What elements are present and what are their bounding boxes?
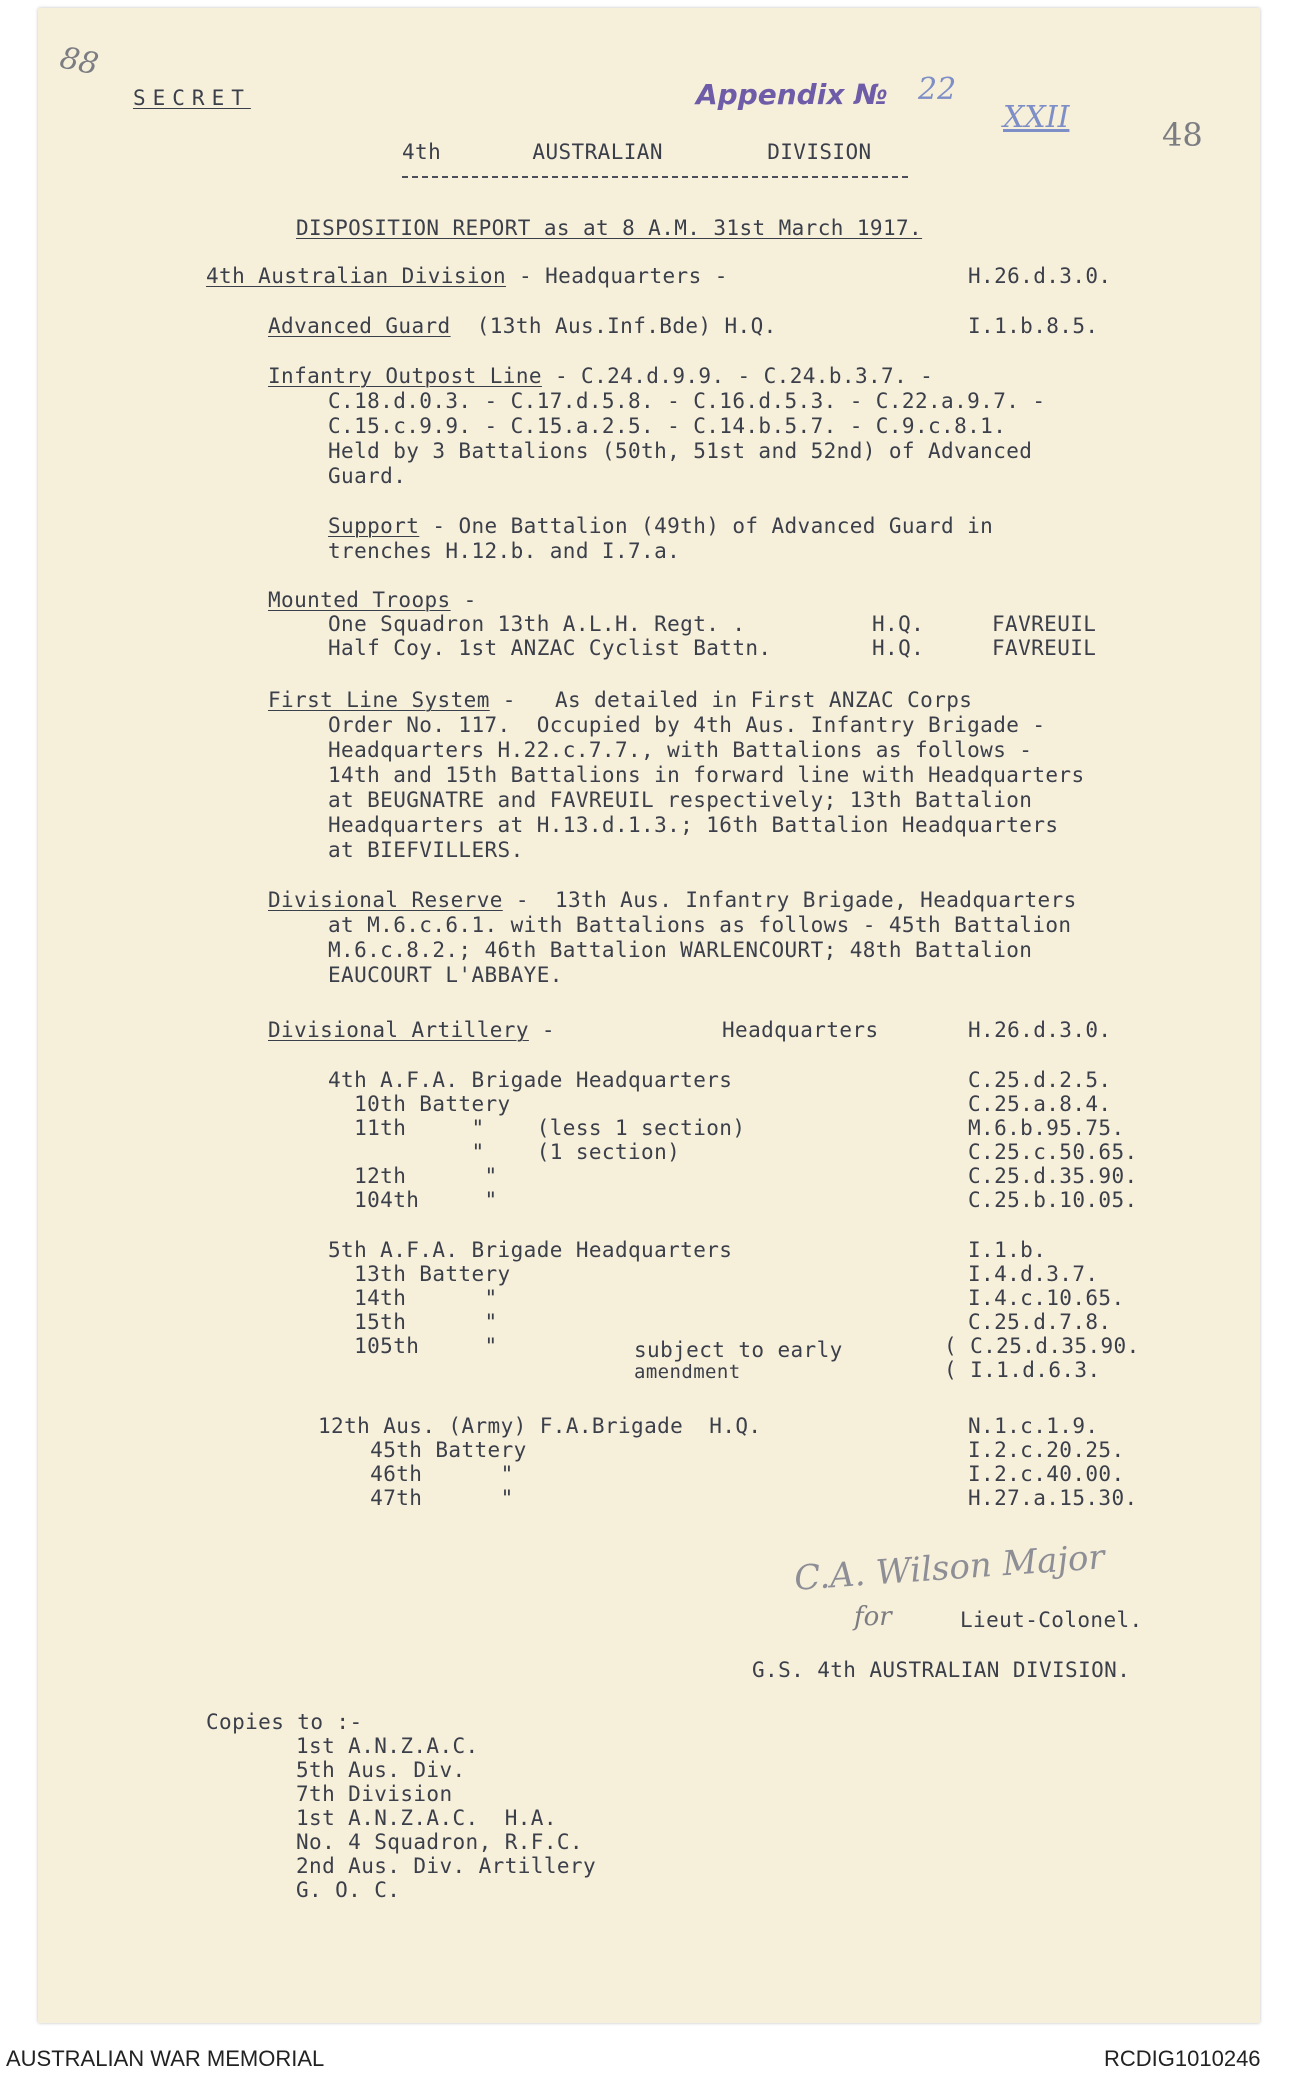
mounted-row-1: One Squadron 13th A.L.H. Regt. . [328,612,746,636]
artillery-hq-ref: H.26.d.3.0. [968,1018,1112,1042]
amendment-note: amendment [634,1361,741,1383]
afa5-ref: ( C.25.d.35.90. [944,1334,1140,1358]
afa4-row: 104th " [328,1188,498,1212]
afa5-row: 14th " [328,1286,498,1310]
hq-line: 4th Australian Division - Headquarters - [206,264,728,288]
appendix-label: Appendix № [696,78,888,111]
afa5-row: 5th A.F.A. Brigade Headquarters [328,1238,733,1262]
heading-underline [402,176,908,178]
footer-institution: AUSTRALIAN WAR MEMORIAL [6,2046,325,2071]
support-line-1: Support - One Battalion (49th) of Advanced Guard in [328,514,994,538]
afa5-row: 15th " [328,1310,498,1334]
mounted-row-1-place: FAVREUIL [992,612,1097,636]
document-page [38,8,1260,2023]
afa5-ref: I.1.b. [968,1238,1047,1262]
footer-record-id: RCDIG1010246 [1104,2046,1261,2071]
first-line-3: Headquarters H.22.c.7.7., with Battalions as follows - [328,738,1033,762]
copies-item: 7th Division [296,1782,453,1806]
afa4-row: " (1 section) [328,1140,681,1164]
hq-ref: H.26.d.3.0. [968,264,1112,288]
afa4-ref: C.25.a.8.4. [968,1092,1112,1116]
fa12-ref: I.2.c.20.25. [968,1438,1125,1462]
mounted-heading: Mounted Troops - [268,588,477,612]
signature-office: G.S. 4th AUSTRALIAN DIVISION. [752,1658,1131,1682]
afa5-ref: I.4.d.3.7. [968,1262,1099,1286]
copies-item: No. 4 Squadron, R.F.C. [296,1830,583,1854]
mounted-row-2-place: FAVREUIL [992,636,1097,660]
afa4-ref: C.25.d.35.90. [968,1164,1138,1188]
handwritten-signature: C.A. Wilson Major [792,1537,1106,1599]
afa5-row: 13th Battery [328,1262,511,1286]
afa5-ref: ( I.1.d.6.3. [944,1358,1101,1382]
advanced-guard-ref: I.1.b.8.5. [968,314,1099,338]
division-heading: 4th AUSTRALIAN DIVISION [402,140,872,164]
copies-item: 5th Aus. Div. [296,1758,466,1782]
artillery-heading: Divisional Artillery - [268,1018,555,1042]
fa12-row: 12th Aus. (Army) F.A.Brigade H.Q. [318,1414,762,1438]
reserve-line-2: at M.6.c.6.1. with Battalions as follows - 45th Battalion [328,913,1072,937]
reserve-line-4: EAUCOURT L'ABBAYE. [328,963,563,987]
afa4-ref: C.25.b.10.05. [968,1188,1138,1212]
fa12-row: 45th Battery [318,1438,527,1462]
appendix-number: 22 [918,72,957,107]
signature-rank: Lieut-Colonel. [960,1608,1143,1632]
afa5-row: 105th " [328,1334,498,1358]
fa12-row: 47th " [318,1486,514,1510]
fa12-ref: I.2.c.40.00. [968,1462,1125,1486]
first-line-6: Headquarters at H.13.d.1.3.; 16th Battalion Headquarters [328,813,1059,837]
page-number: 48 [1162,116,1203,154]
outpost-line-3: C.15.c.9.9. - C.15.a.2.5. - C.14.b.5.7. - C.9.c.8.1. [328,414,1007,438]
fa12-row: 46th " [318,1462,514,1486]
amendment-note: subject to early [634,1338,843,1362]
first-line-2: Order No. 117. Occupied by 4th Aus. Infantry Brigade - [328,713,1046,737]
first-line-7: at BIEFVILLERS. [328,838,524,862]
afa4-row: 10th Battery [328,1092,511,1116]
mounted-row-1-hq: H.Q. [872,612,925,636]
fa12-ref: N.1.c.1.9. [968,1414,1099,1438]
copies-item: 1st A.N.Z.A.C. H.A. [296,1806,557,1830]
afa4-row: 11th " (less 1 section) [328,1116,746,1140]
reserve-line-1: Divisional Reserve - 13th Aus. Infantry Brigade, Headquarters [268,888,1077,912]
afa5-ref: C.25.d.7.8. [968,1310,1112,1334]
mounted-row-2: Half Coy. 1st ANZAC Cyclist Battn. [328,636,772,660]
secret-label: SECRET [133,86,251,110]
outpost-line-2: C.18.d.0.3. - C.17.d.5.8. - C.16.d.5.3. - C.22.a.9.7. - [328,389,1046,413]
reserve-line-3: M.6.c.8.2.; 46th Battalion WARLENCOURT; 48th Battalion [328,938,1033,962]
outpost-line-5: Guard. [328,464,407,488]
advanced-guard-line: Advanced Guard (13th Aus.Inf.Bde) H.Q. [268,314,777,338]
outpost-line-1: Infantry Outpost Line - C.24.d.9.9. - C.24.b.3.7. - [268,364,934,388]
copies-heading: Copies to :- [206,1710,363,1734]
mounted-row-2-hq: H.Q. [872,636,925,660]
afa4-ref: C.25.d.2.5. [968,1068,1112,1092]
artillery-hq-text: Headquarters [722,1018,879,1042]
outpost-line-4: Held by 3 Battalions (50th, 51st and 52nd) of Advanced [328,439,1033,463]
afa4-row: 4th A.F.A. Brigade Headquarters [328,1068,733,1092]
signature-for: for [854,1602,892,1632]
first-line-1: First Line System - As detailed in First ANZAC Corps [268,688,973,712]
copies-item: G. O. C. [296,1878,401,1902]
copies-item: 1st A.N.Z.A.C. [296,1734,479,1758]
roman-numeral: XXII [1003,100,1070,135]
report-title: DISPOSITION REPORT as at 8 A.M. 31st March 1917. [296,216,923,240]
afa4-ref: C.25.c.50.65. [968,1140,1138,1164]
support-line-2: trenches H.12.b. and I.7.a. [328,539,681,563]
afa4-ref: M.6.b.95.75. [968,1116,1125,1140]
afa5-ref: I.4.c.10.65. [968,1286,1125,1310]
first-line-4: 14th and 15th Battalions in forward line with Headquarters [328,763,1085,787]
first-line-5: at BEUGNATRE and FAVREUIL respectively; 13th Battalion [328,788,1033,812]
fa12-ref: H.27.a.15.30. [968,1486,1138,1510]
corner-number: 88 [56,40,102,83]
copies-item: 2nd Aus. Div. Artillery [296,1854,596,1878]
afa4-row: 12th " [328,1164,498,1188]
